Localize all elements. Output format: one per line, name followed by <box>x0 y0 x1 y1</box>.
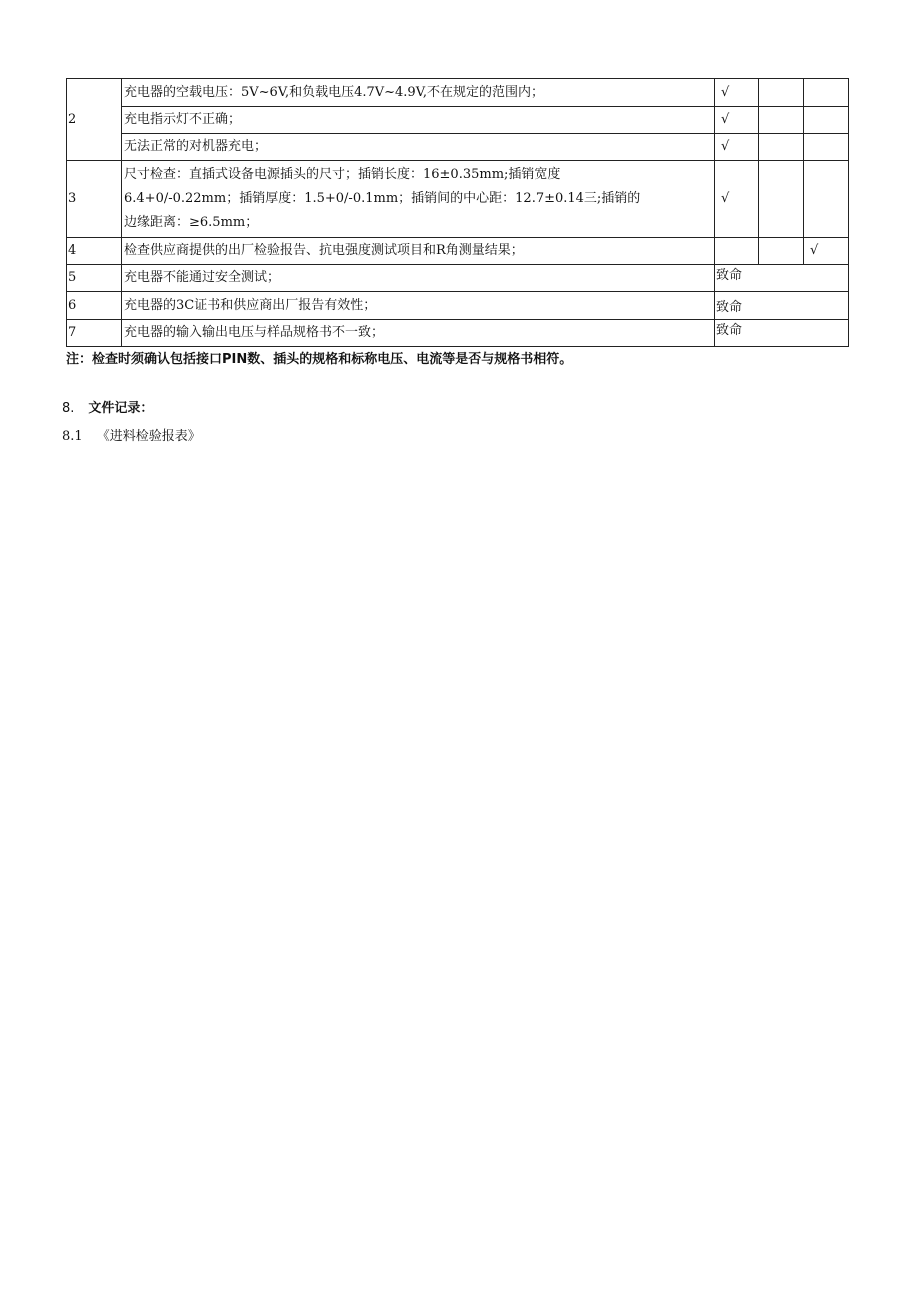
inspection-item <box>122 161 715 238</box>
table-note: 注：检查时须确认包括接口PIN数、插头的规格和标称电压、电流等是否与规格书相符。 <box>66 352 573 367</box>
item-line: 尺寸检查：直插式设备电源插头的尺寸；插销长度：16±0.35mm;插销宽度 <box>124 167 561 182</box>
inspection-item: 充电器的输入输出电压与样品规格书不一致； <box>122 320 715 347</box>
table-row <box>67 161 849 238</box>
inspection-item: 充电器的空载电压：5V~6V,和负载电压4.7V~4.9V,不在规定的范围内； <box>122 79 715 107</box>
table-row <box>67 238 849 265</box>
row-number: 6 <box>67 292 122 320</box>
check-mark: √ <box>715 79 759 107</box>
empty-cell <box>804 107 849 134</box>
check-mark: √ <box>804 238 849 265</box>
item-line: 边缘距离：≥6.5mm； <box>124 215 259 230</box>
table-row <box>67 107 849 134</box>
empty-cell <box>759 107 804 134</box>
row-number: 2 <box>67 79 122 161</box>
empty-cell <box>804 161 849 238</box>
subsection-number: 8.1 <box>62 429 83 444</box>
table-row <box>67 79 849 107</box>
table-row <box>67 292 849 320</box>
empty-cell <box>759 79 804 107</box>
empty-cell <box>804 79 849 107</box>
empty-cell <box>804 134 849 161</box>
table-row <box>67 134 849 161</box>
check-mark: √ <box>715 161 759 238</box>
inspection-item: 无法正常的对机器充电； <box>122 134 715 161</box>
empty-cell <box>759 134 804 161</box>
check-mark: √ <box>715 107 759 134</box>
defect-level: 致命 <box>715 320 849 347</box>
subsection-item <box>62 425 201 444</box>
inspection-item: 充电器不能通过安全测试； <box>122 265 715 292</box>
table-row <box>67 320 849 347</box>
row-number: 3 <box>67 161 122 238</box>
check-mark: √ <box>715 134 759 161</box>
defect-level: 致命 <box>715 265 849 292</box>
defect-level: 致命 <box>715 292 849 320</box>
inspection-item: 充电器的3C证书和供应商出厂报告有效性； <box>122 292 715 320</box>
row-number: 5 <box>67 265 122 292</box>
empty-cell <box>759 161 804 238</box>
row-number: 4 <box>67 238 122 265</box>
row-number: 7 <box>67 320 122 347</box>
section-heading <box>62 397 153 416</box>
empty-cell <box>715 238 759 265</box>
section-title: 文件记录： <box>88 401 154 416</box>
section-number: 8. <box>62 401 75 416</box>
inspection-table <box>66 78 849 347</box>
item-line: 6.4+0/-0.22mm；插销厚度：1.5+0/-0.1mm；插销间的中心距：12.7±0.14三;插销的 <box>124 191 641 206</box>
empty-cell <box>759 238 804 265</box>
subsection-title: 《进料检验报表》 <box>96 429 201 444</box>
inspection-item: 充电指示灯不正确； <box>122 107 715 134</box>
table-row <box>67 265 849 292</box>
inspection-item: 检查供应商提供的出厂检验报告、抗电强度测试项目和R角测量结果； <box>122 238 715 265</box>
